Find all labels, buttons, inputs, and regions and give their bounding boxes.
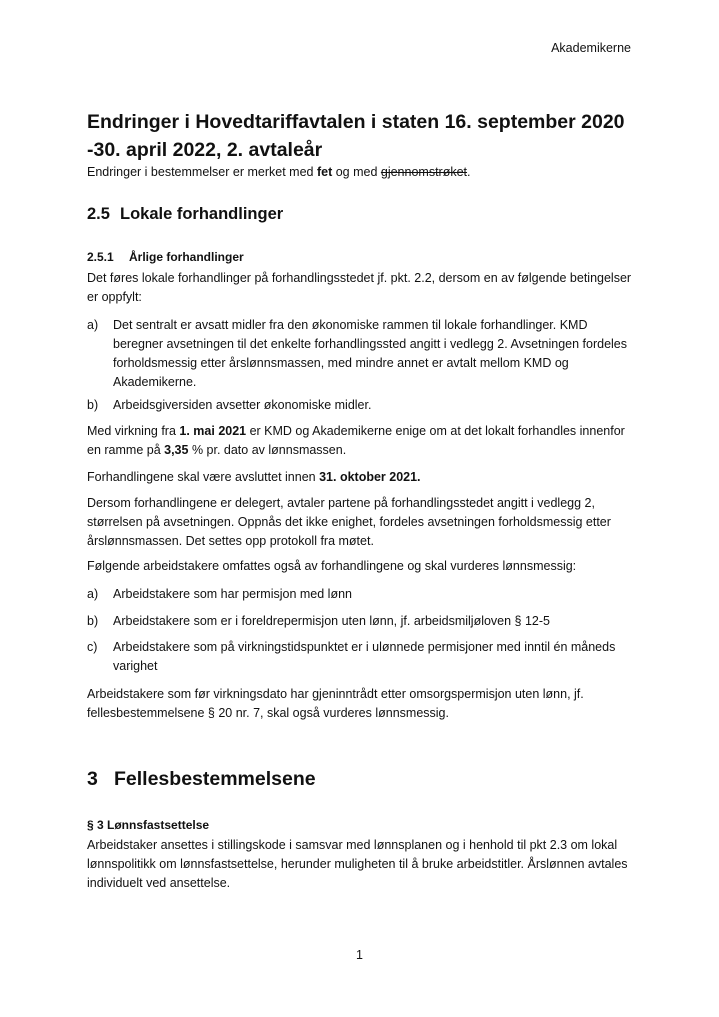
list-text: Arbeidstakere som er i foreldrepermisjon uten lønn, jf. arbeidsmiljøloven § 12-5 (113, 614, 550, 628)
subsection-number: 2.5.1 (87, 250, 114, 264)
subsection-2-5-1-heading (87, 250, 244, 264)
paragraph-deadline (87, 468, 637, 487)
list-text: Arbeidstakere som på virkningstidspunktet er i ulønnede permisjoner med inntil én måneds varighet (113, 640, 616, 673)
list-marker: a) (87, 587, 99, 601)
paragraph-employees-intro: Følgende arbeidstakere omfattes også av forhandlingene og skal vurderes lønnsmessig: (87, 559, 577, 573)
section-3-heading (87, 768, 316, 791)
intro-before: Endringer i bestemmelser er merket med (87, 165, 317, 179)
list-marker: a) (87, 318, 99, 332)
page-number: 1 (356, 948, 363, 962)
section-number: 3 (87, 768, 98, 790)
bold-percentage: 3,35 (164, 443, 189, 457)
text-run: Med virkning fra (87, 424, 180, 438)
paragraph-effective-date (87, 422, 637, 460)
paragraph-delegation: Dersom forhandlingene er delegert, avtaler partene på forhandlingsstedet angitt i vedlegg 2, størrelsen på avsetningen. Oppnås det ikke enighet, fordeles avsetningen forholdsmessig etter årslønnsmassen. Det settes opp protokoll fra møtet. (87, 496, 611, 548)
list-marker: c) (87, 640, 98, 654)
document-title: Endringer i Hovedtariffavtalen i staten 16. september 2020 -30. april 2022, 2. avtaleår (87, 111, 625, 161)
list-item (87, 316, 637, 392)
section-title: Lokale forhandlinger (120, 205, 284, 223)
list-text: Det sentralt er avsatt midler fra den økonomiske rammen til lokale forhandlinger. KMD beregner avsetningen til det enkelte forhandlingssted angitt i vedlegg 2. Avsetningen fordeles forholdsmessig etter årslønnsmassen, med mindre annet er avtalt mellom KMD og Akademikerne. (113, 318, 628, 389)
intro-bold-word: fet (316, 165, 333, 179)
intro-middle: og med (332, 165, 381, 179)
intro-strike-word: gjennomstrøket (380, 165, 468, 179)
section-2-5-heading (87, 205, 283, 224)
header-organization: Akademikerne (551, 41, 631, 55)
section-number: 2.5 (87, 205, 110, 223)
list-marker: b) (87, 614, 99, 628)
section-title: Fellesbestemmelsene (114, 768, 316, 790)
paragraph-care-leave: Arbeidstakere som før virkningsdato har gjeninntrådt etter omsorgspermisjon uten lønn, jf. fellesbestemmelsene § 20 nr. 7, skal også vurderes lønnsmessig. (87, 687, 584, 720)
intro-after: . (467, 165, 471, 179)
list-item (87, 396, 637, 415)
paragraph-salary-setting: Arbeidstaker ansettes i stillingskode i samsvar med lønnsplanen og i henhold til pkt 2.3 om lokal lønnspolitikk om lønnsfastsettelse, herunder muligheten til å bruke arbeidstitler. Årslønnen avtales individuelt ved ansettelse. (87, 838, 628, 890)
list-item (87, 638, 637, 676)
list-marker: b) (87, 398, 99, 412)
list-item (87, 612, 637, 631)
paragraph-3-heading: § 3 Lønnsfastsettelse (87, 818, 210, 832)
bold-deadline: 31. oktober 2021. (319, 470, 421, 484)
text-run: er KMD og Akademikerne enige om at det lokalt forhandles innenfor en ramme på (87, 424, 625, 457)
list-text: Arbeidstakere som har permisjon med lønn (113, 587, 352, 601)
list-item (87, 585, 637, 604)
bold-date: 1. mai 2021 (179, 424, 247, 438)
text-run: Forhandlingene skal være avsluttet innen (87, 470, 320, 484)
intro-line (87, 165, 471, 179)
list-text: Arbeidsgiversiden avsetter økonomiske midler. (113, 398, 372, 412)
text-run: % pr. dato av lønnsmassen. (188, 443, 347, 457)
paragraph-conditions-intro: Det føres lokale forhandlinger på forhandlingsstedet jf. pkt. 2.2, dersom en av følgende betingelser er oppfylt: (87, 271, 632, 304)
subsection-title: Årlige forhandlinger (129, 250, 244, 264)
